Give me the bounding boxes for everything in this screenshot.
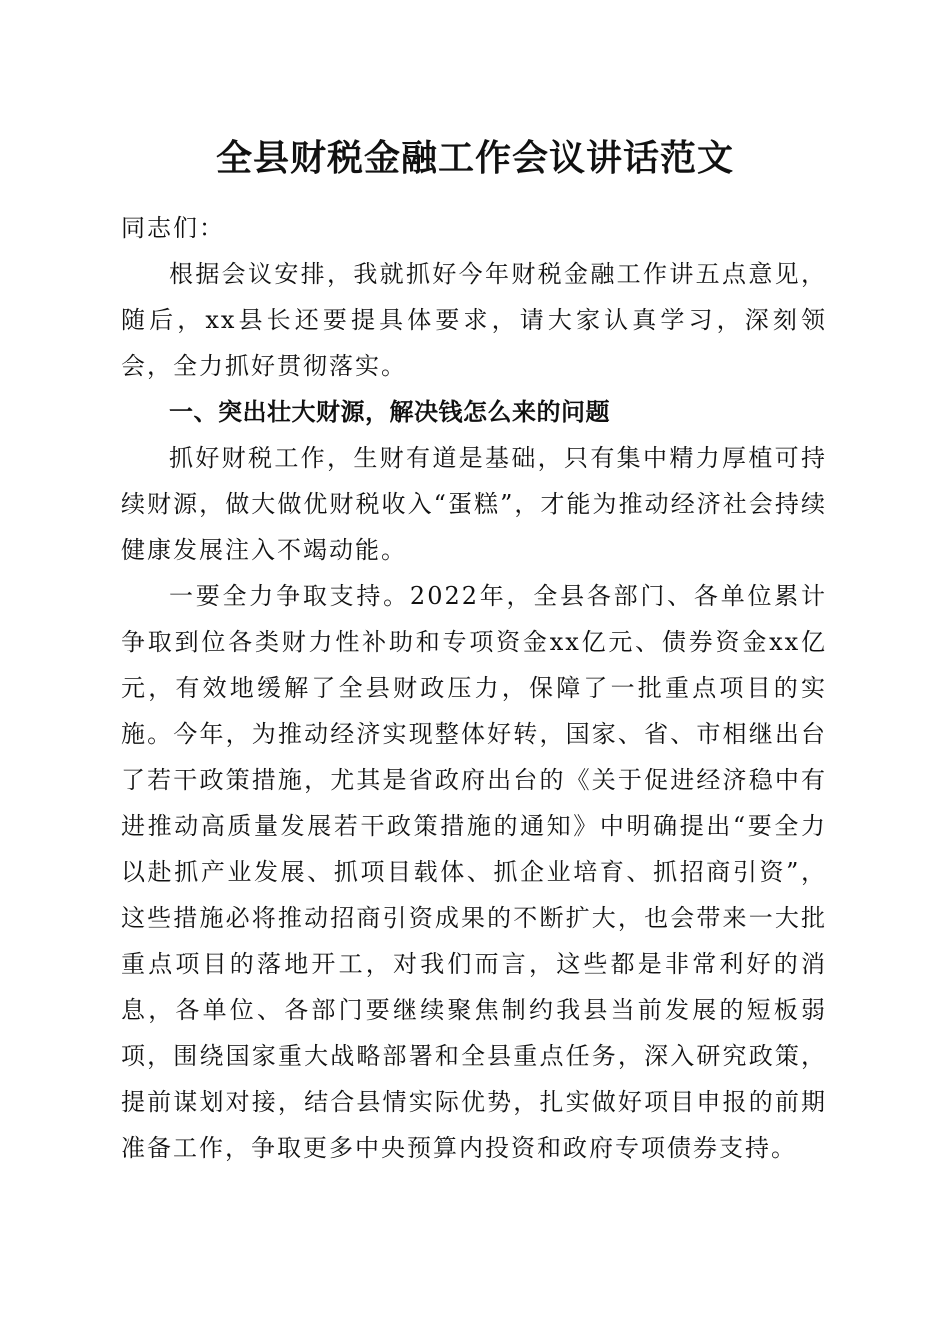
paragraph-intro: 根据会议安排，我就抓好今年财税金融工作讲五点意见，随后，xx县长还要提具体要求，请大家认真学习，深刻领会，全力抓好贯彻落实。 [121,260,827,380]
paragraph-seek-support: 一要全力争取支持。2022年，全县各部门、各单位累计争取到位各类财力性补助和专项资金xx亿元、债券资金xx亿元，有效地缓解了全县财政压力，保障了一批重点项目的实施。今年，为推动经济实现整体好转，国家、省、市相继出台了若干政策措施，尤其是省政府出台的《关于促进经济稳中有进推动高质量发展若干政策措施的通知》中明确提出“要全力以赴抓产业发展、抓项目载体、抓企业培育、抓招商引资”，这些措施必将推动招商引资成果的不断扩大，也会带来一大批重点项目的落地开工，对我们而言，这些都是非常利好的消息，各单位、各部门要继续聚焦制约我县当前发展的短板弱项，围绕国家重大战略部署和全县重点任务，深入研究政策，提前谋划对接，结合县情实际优势，扎实做好项目申报的前期准备工作，争取更多中央预算内投资和政府专项债券支持。 [121,582,827,1162]
salutation: 同志们： [121,214,225,242]
paragraph-financial-source: 抓好财税工作，生财有道是基础，只有集中精力厚植可持续财源，做大做优财税收入“蛋糕”，才能为推动经济社会持续健康发展注入不竭动能。 [121,444,827,564]
document-body [121,205,827,1171]
section-heading-1: 一、突出壮大财源，解决钱怎么来的问题 [169,398,610,426]
document-title: 全县财税金融工作会议讲话范文 [215,137,734,179]
